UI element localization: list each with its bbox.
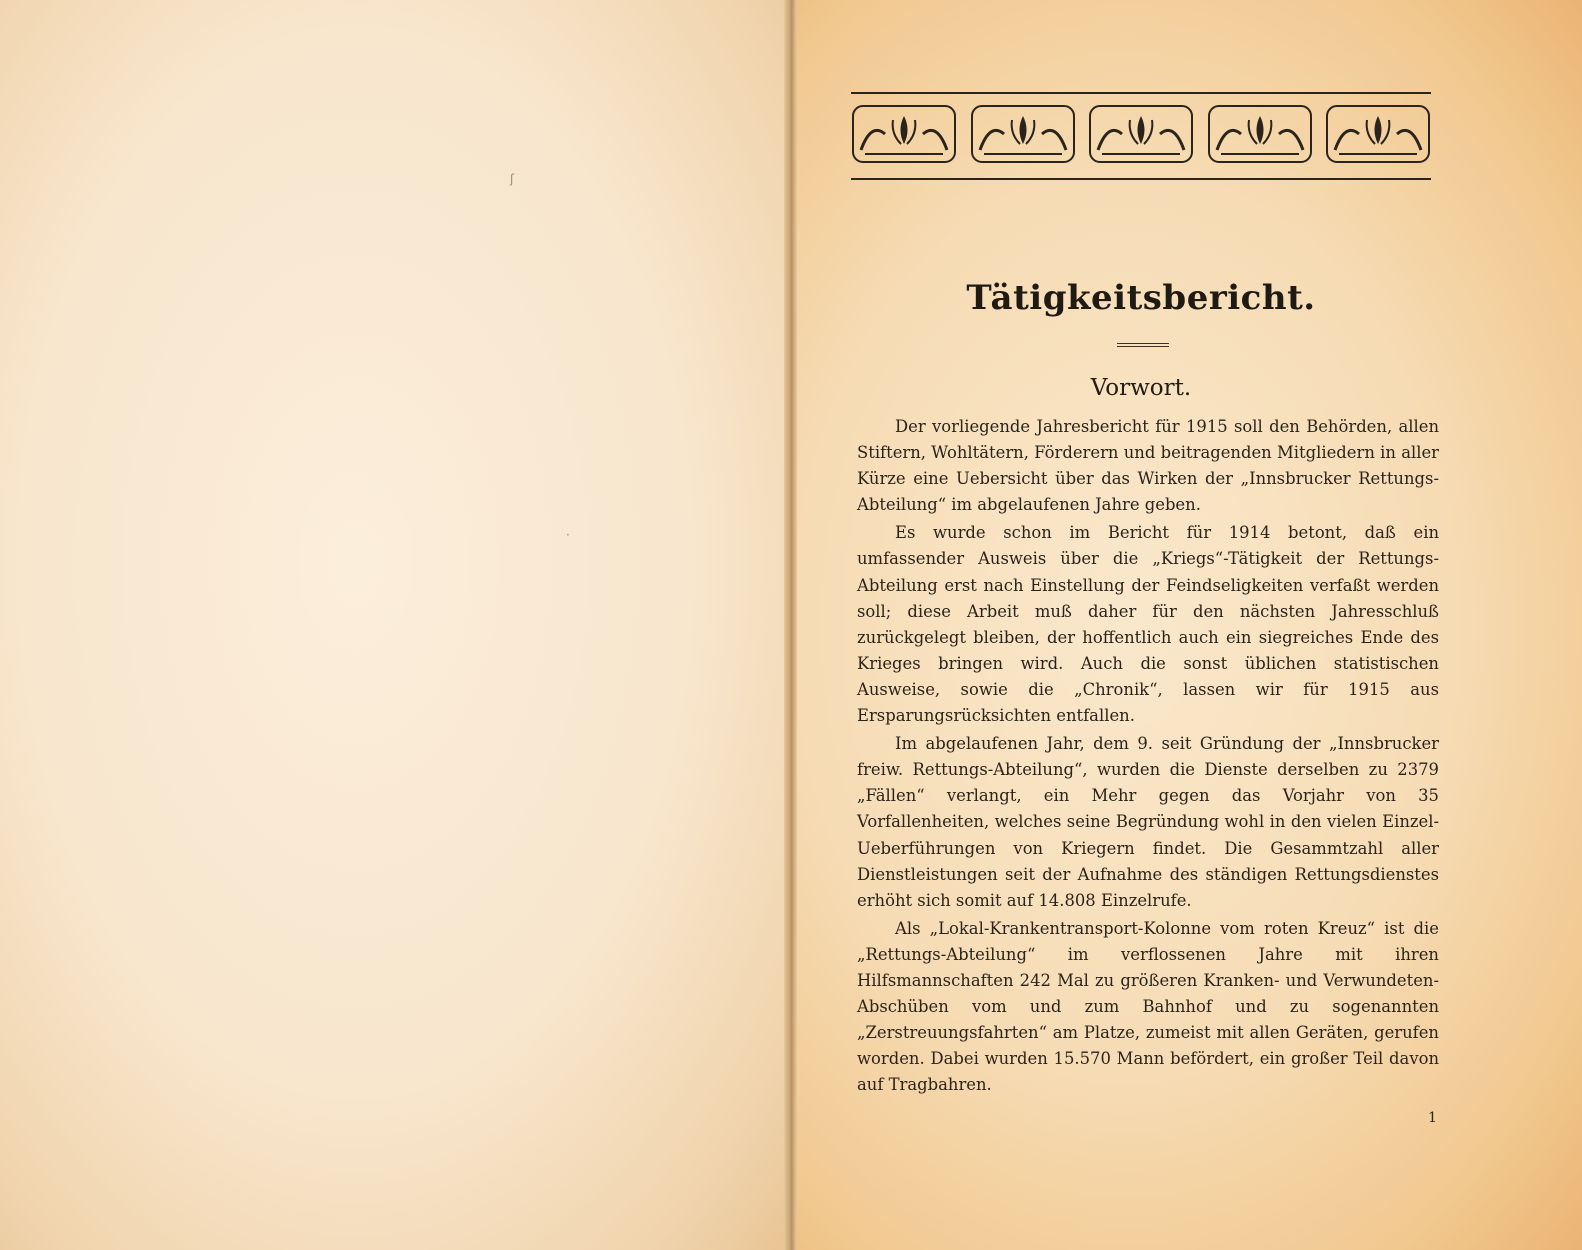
ornament-floral-icon — [1325, 104, 1431, 164]
paragraph: Es wurde schon im Bericht für 1914 betont, daß ein umfassender Ausweis über die „Kriegs“-Tätigkeit der Rettungs-Abteilung erst nach Einstellung der Feindseligkeiten verfaßt werden soll; diese Arbeit muß daher für den nächsten Jahresschluß zurückgelegt bleiben, der hoffentlich auch ein siegreiches Ende des Krieges bringen wird. Auch die sonst üblichen statistischen Ausweise, sowie die „Chronik“, lassen wir für 1915 aus Ersparungsrücksichten entfallen. — [857, 523, 1439, 726]
ornament-floral-icon — [970, 104, 1076, 164]
ornament-floral-icon — [1207, 104, 1313, 164]
section-heading: Vorwort. — [1090, 375, 1192, 401]
paragraph: Der vorliegende Jahresbericht für 1915 soll den Behörden, allen Stiftern, Wohltätern, Förderern und beitragenden Mitgliedern in aller Kürze eine Uebersicht über das Wirken der „Innsbrucker Rettungs-Abteilung“ im abgelaufenen Jahre geben. — [857, 417, 1439, 515]
title-divider — [1117, 343, 1169, 349]
paragraph: Als „Lokal-Krankentransport-Kolonne vom roten Kreuz“ ist die „Rettungs-Abteilung“ im verflossenen Jahre mit ihren Hilfsmannschaften 242 Mal zu größeren Kranken- und Verwundeten-Abschüben vom und zum Bahnhof und zu sogenannten „Zerstreuungsfahrten“ am Platze, zumeist mit allen Geräten, gerufen worden. Dabei wurden 15.570 Mann befördert, ein großer Teil davon auf Tragbahren. — [857, 918, 1439, 1095]
ornament-top-rule — [851, 92, 1431, 94]
page-title: Tätigkeitsbericht. — [966, 278, 1316, 318]
paper-speck: · — [566, 528, 570, 542]
ornament-bottom-rule — [851, 178, 1431, 180]
ornament-floral-icon — [1088, 104, 1194, 164]
page-number: 1 — [1428, 1110, 1437, 1126]
ornament-tiles — [851, 104, 1431, 166]
body-text — [857, 414, 1439, 1100]
paper-speck: ʃ — [510, 172, 515, 186]
paragraph: Im abgelaufenen Jahr, dem 9. seit Gründung der „Innsbrucker freiw. Rettungs-Abteilung“, wurden die Dienste derselben zu 2379 „Fällen“ verlangt, ein Mehr gegen das Vorjahr von 35 Vorfallenheiten, welches seine Begründung wohl in den vielen Einzel-Ueberführungen von Kriegern findet. Die Gesammtzahl aller Dienstleistungen seit der Aufnahme des ständigen Rettungsdienstes erhöht sich somit auf 14.808 Einzelrufe. — [857, 734, 1439, 910]
ornament-floral-icon — [851, 104, 957, 164]
book-gutter — [784, 0, 798, 1250]
blank-left-page — [0, 0, 790, 1250]
ornament-band — [851, 92, 1431, 184]
